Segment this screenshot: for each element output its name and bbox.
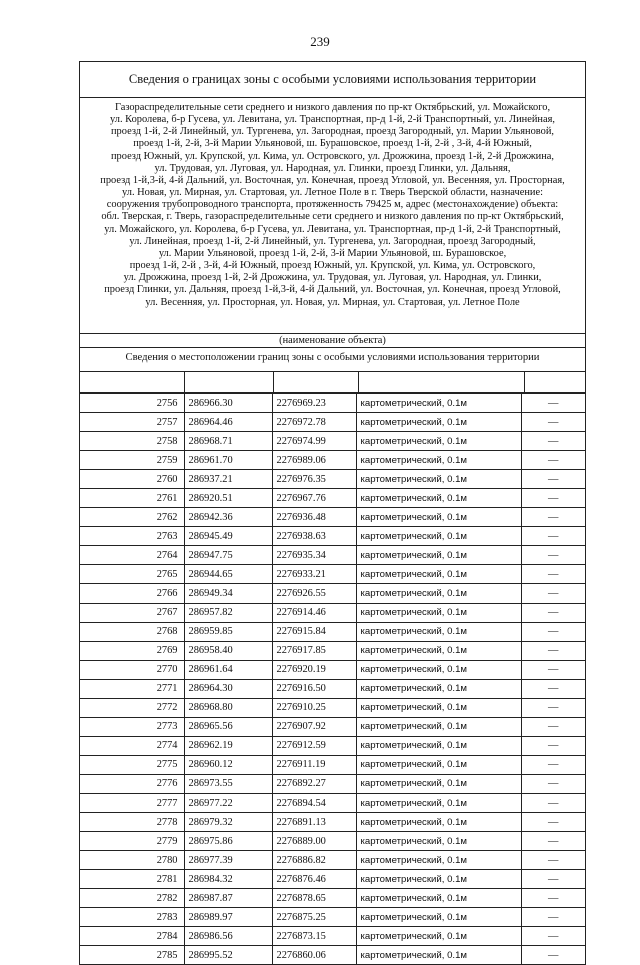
y-coordinate-cell: 2276969.23 [272, 394, 356, 413]
description-cell: — [521, 736, 585, 755]
method-accuracy-cell: картометрический, 0.1м [356, 394, 521, 413]
description-cell: — [521, 851, 585, 870]
table-row [80, 755, 585, 774]
description-cell: — [521, 546, 585, 565]
method-accuracy-cell: картометрический, 0.1м [356, 908, 521, 927]
description-cell: — [521, 889, 585, 908]
x-coordinate-cell: 286973.55 [184, 774, 272, 793]
y-coordinate-cell: 2276886.82 [272, 851, 356, 870]
method-accuracy-cell: картометрический, 0.1м [356, 622, 521, 641]
point-number-cell: 2766 [80, 584, 184, 603]
point-number-cell: 2762 [80, 508, 184, 527]
sheet-title: Сведения о границах зоны с особыми условиями использования территории [80, 62, 585, 98]
point-number-cell: 2774 [80, 736, 184, 755]
description-cell: — [521, 603, 585, 622]
x-coordinate-cell: 286944.65 [184, 565, 272, 584]
table-header-spacer [80, 372, 585, 393]
y-coordinate-cell: 2276917.85 [272, 641, 356, 660]
x-coordinate-cell: 286942.36 [184, 508, 272, 527]
x-coordinate-cell: 286958.40 [184, 641, 272, 660]
y-coordinate-cell: 2276976.35 [272, 470, 356, 489]
y-coordinate-cell: 2276915.84 [272, 622, 356, 641]
y-coordinate-cell: 2276873.15 [272, 927, 356, 946]
y-coordinate-cell: 2276910.25 [272, 698, 356, 717]
description-line: проезд 1-й, 2-й , 3-й, 4-й Южный, проезд Южный, ул. Крупской, ул. Кима, ул. Островского, [129, 260, 536, 272]
x-coordinate-cell: 286957.82 [184, 603, 272, 622]
table-row [80, 851, 585, 870]
point-number-cell: 2780 [80, 851, 184, 870]
method-accuracy-cell: картометрический, 0.1м [356, 603, 521, 622]
point-number-cell: 2768 [80, 622, 184, 641]
table-row [80, 946, 585, 965]
y-coordinate-cell: 2276875.25 [272, 908, 356, 927]
description-line: ул. Весенняя, ул. Просторная, ул. Новая, ул. Мирная, ул. Стартовая, ул. Летное Поле [145, 296, 520, 308]
method-accuracy-cell: картометрический, 0.1м [356, 774, 521, 793]
point-number-cell: 2760 [80, 470, 184, 489]
table-row [80, 413, 585, 432]
x-coordinate-cell: 286937.21 [184, 470, 272, 489]
point-number-cell: 2775 [80, 755, 184, 774]
description-cell: — [521, 793, 585, 812]
description-line: ул. Линейная, проезд 1-й, 2-й Линейный, ул. Тургенева, ул. Загородная, проезд Загородный, [129, 235, 536, 247]
x-coordinate-cell: 286977.22 [184, 793, 272, 812]
description-line: ул. Марии Ульяновой, проезд 1-й, 2-й, 3-й Марии Ульяновой, ш. Бурашовское, [158, 247, 507, 259]
point-number-cell: 2783 [80, 908, 184, 927]
method-accuracy-cell: картометрический, 0.1м [356, 927, 521, 946]
y-coordinate-cell: 2276920.19 [272, 660, 356, 679]
method-accuracy-cell: картометрический, 0.1м [356, 584, 521, 603]
method-accuracy-cell: картометрический, 0.1м [356, 565, 521, 584]
table-row [80, 717, 585, 736]
x-coordinate-cell: 286995.52 [184, 946, 272, 965]
description-line: обл. Тверская, г. Тверь, газораспределительные сети среднего и низкого давления по пр-кт Октябрьский, [101, 211, 564, 223]
point-number-cell: 2767 [80, 603, 184, 622]
method-accuracy-cell: картометрический, 0.1м [356, 870, 521, 889]
table-row [80, 832, 585, 851]
y-coordinate-cell: 2276894.54 [272, 793, 356, 812]
description-cell: — [521, 679, 585, 698]
method-accuracy-cell: картометрический, 0.1м [356, 413, 521, 432]
y-coordinate-cell: 2276926.55 [272, 584, 356, 603]
y-coordinate-cell: 2276892.27 [272, 774, 356, 793]
description-cell: — [521, 432, 585, 451]
method-accuracy-cell: картометрический, 0.1м [356, 755, 521, 774]
point-number-cell: 2763 [80, 527, 184, 546]
table-row [80, 565, 585, 584]
table-row [80, 736, 585, 755]
point-number-cell: 2778 [80, 813, 184, 832]
description-cell: — [521, 489, 585, 508]
description-line: ул. Трудовая, ул. Луговая, ул. Народная, ул. Глинки, проезд Глинки, ул. Дальняя, [154, 162, 511, 174]
point-number-cell: 2757 [80, 413, 184, 432]
method-accuracy-cell: картометрический, 0.1м [356, 641, 521, 660]
table-row [80, 508, 585, 527]
x-coordinate-cell: 286961.64 [184, 660, 272, 679]
zone-boundary-sheet [79, 61, 586, 965]
x-coordinate-cell: 286960.12 [184, 755, 272, 774]
x-coordinate-cell: 286964.30 [184, 679, 272, 698]
description-cell: — [521, 870, 585, 889]
description-cell: — [521, 641, 585, 660]
method-accuracy-cell: картометрический, 0.1м [356, 470, 521, 489]
header-cell-empty [80, 372, 185, 392]
table-row [80, 394, 585, 413]
header-cell-empty [525, 372, 585, 392]
description-cell: — [521, 717, 585, 736]
y-coordinate-cell: 2276907.92 [272, 717, 356, 736]
point-number-cell: 2776 [80, 774, 184, 793]
method-accuracy-cell: картометрический, 0.1м [356, 679, 521, 698]
table-row [80, 470, 585, 489]
description-line: ул. Дрожжина, проезд 1-й, 2-й Дрожжина, ул. Трудовая, ул. Луговая, ул. Народная, ул. Глинки, [123, 272, 542, 284]
method-accuracy-cell: картометрический, 0.1м [356, 851, 521, 870]
description-cell: — [521, 394, 585, 413]
point-number-cell: 2772 [80, 698, 184, 717]
point-number-cell: 2777 [80, 793, 184, 812]
method-accuracy-cell: картометрический, 0.1м [356, 736, 521, 755]
x-coordinate-cell: 286964.46 [184, 413, 272, 432]
description-cell: — [521, 527, 585, 546]
point-number-cell: 2784 [80, 927, 184, 946]
table-row [80, 870, 585, 889]
method-accuracy-cell: картометрический, 0.1м [356, 698, 521, 717]
description-line: проезд 1-й,3-й, 4-й Дальний, ул. Восточная, ул. Конечная, проезд Угловой, ул. Весенняя, ул. Просторная, [100, 174, 565, 186]
x-coordinate-cell: 286989.97 [184, 908, 272, 927]
table-row [80, 603, 585, 622]
table-row [80, 813, 585, 832]
point-number-cell: 2759 [80, 451, 184, 470]
y-coordinate-cell: 2276936.48 [272, 508, 356, 527]
method-accuracy-cell: картометрический, 0.1м [356, 432, 521, 451]
description-cell: — [521, 755, 585, 774]
y-coordinate-cell: 2276972.78 [272, 413, 356, 432]
description-cell: — [521, 584, 585, 603]
description-line: ул. Королева, б-р Гусева, ул. Левитана, ул. Транспортная, пр-д 1-й, 2-й Транспортный, ул. Линейная, [110, 114, 555, 126]
x-coordinate-cell: 286945.49 [184, 527, 272, 546]
point-number-cell: 2781 [80, 870, 184, 889]
method-accuracy-cell: картометрический, 0.1м [356, 527, 521, 546]
y-coordinate-cell: 2276989.06 [272, 451, 356, 470]
x-coordinate-cell: 286968.71 [184, 432, 272, 451]
description-cell: — [521, 908, 585, 927]
point-number-cell: 2770 [80, 660, 184, 679]
x-coordinate-cell: 286947.75 [184, 546, 272, 565]
point-number-cell: 2758 [80, 432, 184, 451]
method-accuracy-cell: картометрический, 0.1м [356, 832, 521, 851]
point-number-cell: 2761 [80, 489, 184, 508]
x-coordinate-cell: 286979.32 [184, 813, 272, 832]
description-cell: — [521, 946, 585, 965]
description-line: проезд Южный, ул. Крупской, ул. Кима, ул. Островского, ул. Дрожжина, проезд 1-й, 2-й Дрожжина, [110, 150, 554, 162]
y-coordinate-cell: 2276878.65 [272, 889, 356, 908]
table-row [80, 793, 585, 812]
y-coordinate-cell: 2276938.63 [272, 527, 356, 546]
method-accuracy-cell: картометрический, 0.1м [356, 946, 521, 965]
x-coordinate-cell: 286975.86 [184, 832, 272, 851]
x-coordinate-cell: 286968.80 [184, 698, 272, 717]
description-line: сооружения трубопроводного транспорта, протяженность 79425 м, адрес (местонахождение) объекта: [106, 199, 559, 211]
table-row [80, 622, 585, 641]
table-row [80, 489, 585, 508]
description-cell: — [521, 622, 585, 641]
y-coordinate-cell: 2276967.76 [272, 489, 356, 508]
description-line: ул. Новая, ул. Мирная, ул. Стартовая, ул. Летное Поле в г. Тверь Тверской области, назначение: [122, 187, 543, 199]
table-row [80, 432, 585, 451]
x-coordinate-cell: 286965.56 [184, 717, 272, 736]
description-cell: — [521, 451, 585, 470]
coordinates-table [80, 393, 585, 964]
y-coordinate-cell: 2276889.00 [272, 832, 356, 851]
y-coordinate-cell: 2276860.06 [272, 946, 356, 965]
method-accuracy-cell: картометрический, 0.1м [356, 793, 521, 812]
x-coordinate-cell: 286984.32 [184, 870, 272, 889]
description-cell: — [521, 774, 585, 793]
method-accuracy-cell: картометрический, 0.1м [356, 717, 521, 736]
table-row [80, 927, 585, 946]
x-coordinate-cell: 286977.39 [184, 851, 272, 870]
method-accuracy-cell: картометрический, 0.1м [356, 508, 521, 527]
point-number-cell: 2764 [80, 546, 184, 565]
description-cell: — [521, 565, 585, 584]
point-number-cell: 2765 [80, 565, 184, 584]
location-subtitle: Сведения о местоположении границ зоны с особыми условиями использования территории [80, 348, 585, 372]
description-line: проезд Глинки, ул. Дальняя, проезд 1-й,3-й, 4-й Дальний, ул. Восточная, ул. Конечная, проезд Угловой, [104, 284, 561, 296]
header-cell-empty [359, 372, 525, 392]
point-number-cell: 2773 [80, 717, 184, 736]
point-number-cell: 2785 [80, 946, 184, 965]
y-coordinate-cell: 2276974.99 [272, 432, 356, 451]
x-coordinate-cell: 286920.51 [184, 489, 272, 508]
method-accuracy-cell: картометрический, 0.1м [356, 451, 521, 470]
table-row [80, 584, 585, 603]
point-number-cell: 2756 [80, 394, 184, 413]
description-cell: — [521, 660, 585, 679]
header-cell-empty [274, 372, 359, 392]
x-coordinate-cell: 286959.85 [184, 622, 272, 641]
table-row [80, 451, 585, 470]
method-accuracy-cell: картометрический, 0.1м [356, 889, 521, 908]
description-line: ул. Можайского, ул. Королева, б-р Гусева, ул. Левитана, ул. Транспортная, пр-д 1-й, 2-й Транспортный, [104, 223, 561, 235]
point-number-cell: 2769 [80, 641, 184, 660]
description-cell: — [521, 508, 585, 527]
table-row [80, 641, 585, 660]
point-number-cell: 2779 [80, 832, 184, 851]
table-row [80, 527, 585, 546]
table-row [80, 908, 585, 927]
description-cell: — [521, 813, 585, 832]
y-coordinate-cell: 2276911.19 [272, 755, 356, 774]
object-description [80, 98, 585, 334]
header-cell-empty [185, 372, 274, 392]
table-row [80, 660, 585, 679]
description-line: проезд 1-й, 2-й Линейный, ул. Тургенева, ул. Загородная, проезд Загородный, ул. Марии Ульяновой, [111, 126, 554, 138]
object-name-caption: (наименование объекта) [80, 334, 585, 348]
point-number-cell: 2771 [80, 679, 184, 698]
description-cell: — [521, 470, 585, 489]
x-coordinate-cell: 286961.70 [184, 451, 272, 470]
x-coordinate-cell: 286987.87 [184, 889, 272, 908]
table-row [80, 546, 585, 565]
table-row [80, 698, 585, 717]
y-coordinate-cell: 2276916.50 [272, 679, 356, 698]
x-coordinate-cell: 286986.56 [184, 927, 272, 946]
page-number: 239 [310, 34, 330, 49]
y-coordinate-cell: 2276891.13 [272, 813, 356, 832]
description-cell: — [521, 698, 585, 717]
y-coordinate-cell: 2276914.46 [272, 603, 356, 622]
method-accuracy-cell: картометрический, 0.1м [356, 813, 521, 832]
x-coordinate-cell: 286949.34 [184, 584, 272, 603]
description-cell: — [521, 832, 585, 851]
method-accuracy-cell: картометрический, 0.1м [356, 489, 521, 508]
y-coordinate-cell: 2276935.34 [272, 546, 356, 565]
description-line: проезд 1-й, 2-й, 3-й Марии Ульяновой, ш. Бурашовское, проезд 1-й, 2-й , 3-й, 4-й Южный, [133, 138, 532, 150]
description-cell: — [521, 413, 585, 432]
method-accuracy-cell: картометрический, 0.1м [356, 660, 521, 679]
table-row [80, 679, 585, 698]
description-cell: — [521, 927, 585, 946]
table-row [80, 774, 585, 793]
description-line: Газораспределительные сети среднего и низкого давления по пр-кт Октябрьский, ул. Можайского, [114, 102, 551, 113]
y-coordinate-cell: 2276876.46 [272, 870, 356, 889]
y-coordinate-cell: 2276912.59 [272, 736, 356, 755]
x-coordinate-cell: 286966.30 [184, 394, 272, 413]
x-coordinate-cell: 286962.19 [184, 736, 272, 755]
y-coordinate-cell: 2276933.21 [272, 565, 356, 584]
method-accuracy-cell: картометрический, 0.1м [356, 546, 521, 565]
point-number-cell: 2782 [80, 889, 184, 908]
